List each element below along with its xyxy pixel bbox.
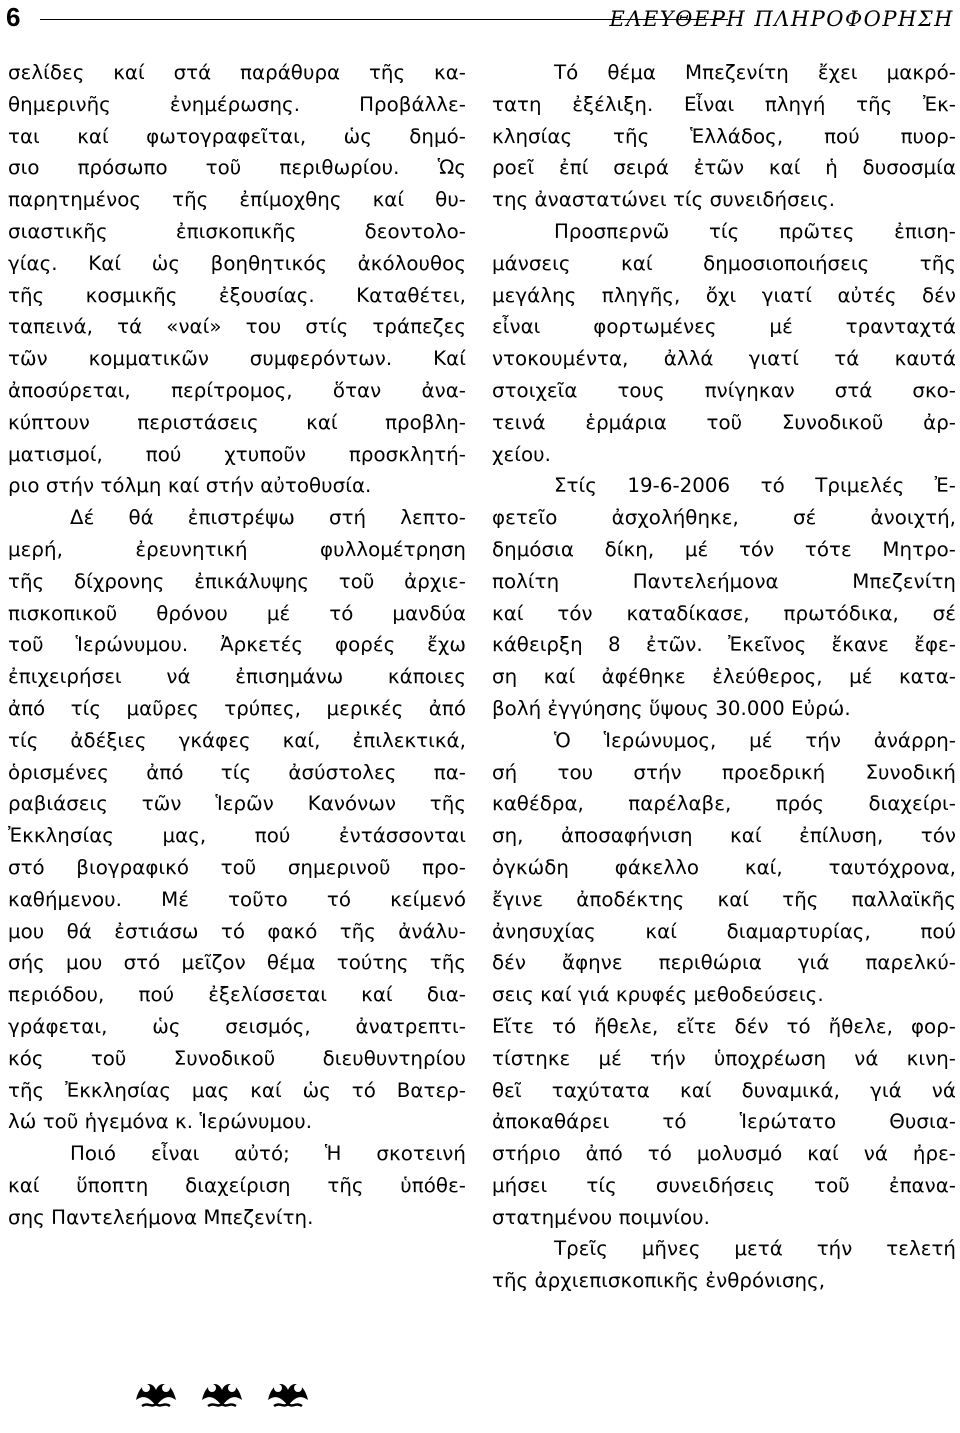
text-line: γίας. Καί ὡς βοηθητικός ἀκόλουθος: [8, 251, 466, 275]
text-line: χείου.: [492, 442, 551, 466]
text-line: ὁρισμένες ἀπό τίς ἀσύστολες πα-: [8, 760, 466, 784]
text-line: μου θά ἐστιάσω τό φακό τῆς ἀνάλυ-: [8, 919, 466, 943]
text-line: τεινά ἑρμάρια τοῦ Συνοδικοῦ ἀρ-: [492, 410, 956, 434]
text-line: παρητημένος τῆς ἐπίμοχθης καί θυ-: [8, 188, 466, 212]
text-line: ἔγινε ἀποδέκτης καί τῆς παλλαϊκῆς: [492, 887, 956, 911]
text-line: Ποιό εἶναι αὐτό; Ἡ σκοτεινή: [70, 1142, 466, 1166]
text-line: σης Παντελεήμονα Μπεζενίτη.: [8, 1205, 314, 1229]
text-line: στοιχεῖα τους πνίγηκαν στά σκο-: [492, 378, 956, 402]
text-line: στατημένου ποιμνίου.: [492, 1205, 710, 1229]
text-line: τῆς ἀρχιεπισκοπικῆς ἐνθρόνισης,: [492, 1269, 826, 1293]
text-line: μεγάλης πληγῆς, ὄχι γιατί αὐτές δέν: [492, 283, 956, 307]
page-number: 6: [6, 2, 21, 32]
text-line: τῆς δίχρονης ἐπικάλυψης τοῦ ἀρχιε-: [8, 569, 466, 593]
text-line: τατη ἐξέλιξη. Εἶναι πληγή τῆς Ἐκ-: [492, 92, 956, 116]
text-line: ση, ἀποσαφήνιση καί ἐπίλυση, τόν: [492, 824, 956, 848]
text-line: δημόσια δίκη, μέ τόν τότε Μητρο-: [492, 537, 956, 561]
text-line: τίς ἀδέξιες γκάφες καί, ἐπιλεκτικά,: [8, 728, 466, 752]
text-line: ἀπό τίς μαῦρες τρύπες, μερικές ἀπό: [8, 696, 466, 720]
text-line: πολίτη Παντελεήμονα Μπεζενίτη: [492, 569, 956, 593]
text-line: Εἴτε τό ἤθελε, εἴτε δέν τό ἤθελε, φορ-: [492, 1014, 956, 1038]
text-line: κλησίας τῆς Ἑλλάδος, πού πυορ-: [492, 124, 956, 148]
fleuron-icon: [264, 1372, 312, 1412]
text-line: στήριο ἀπό τό μολυσμό καί νά ἠρε-: [492, 1142, 956, 1166]
right-column: [492, 57, 956, 1297]
text-line: κάθειρξη 8 ἐτῶν. Ἐκεῖνος ἔκανε ἔφε-: [492, 633, 956, 657]
text-line: τίστηκε μέ τήν ὑποχρέωση νά κινη-: [492, 1046, 956, 1070]
section-end-ornament: [132, 1372, 312, 1412]
fleuron-icon: [198, 1372, 246, 1412]
text-line: φετεῖο ἀσχολήθηκε, σέ ἀνοιχτή,: [492, 506, 956, 530]
text-line: της ἀναστατώνει τίς συνειδήσεις.: [492, 188, 836, 212]
text-line: ἐπιχειρήσει νά ἐπισημάνω κάποιες: [8, 665, 466, 689]
text-line: βολή ἐγγύησης ὕψους 30.000 Εὐρώ.: [492, 696, 851, 720]
text-line: ραβιάσεις τῶν Ἱερῶν Κανόνων τῆς: [8, 792, 466, 816]
text-line: γράφεται, ὡς σεισμός, ἀνατρεπτι-: [8, 1014, 466, 1038]
text-line: Ὁ Ἱερώνυμος, μέ τήν ἀνάρρη-: [554, 728, 956, 752]
text-line: Στίς 19-6-2006 τό Τριμελές Ἐ-: [554, 474, 956, 498]
text-line: Δέ θά ἐπιστρέψω στή λεπτο-: [70, 506, 466, 530]
text-line: ντοκουμέντα, ἀλλά γιατί τά καυτά: [492, 347, 956, 371]
text-line: ση καί ἀφέθηκε ἐλεύθερος, μέ κατα-: [492, 665, 956, 689]
text-line: σιαστικῆς ἐπισκοπικῆς δεοντολο-: [8, 219, 466, 243]
text-line: τῆς κοσμικῆς ἐξουσίας. Καταθέτει,: [8, 283, 466, 307]
text-line: λώ τοῦ ἡγεμόνα κ. Ἱερώνυμου.: [8, 1110, 313, 1134]
text-line: καί ὕποπτη διαχείριση τῆς ὑπόθε-: [8, 1173, 466, 1197]
text-line: ταπεινά, τά «ναί» του στίς τράπεζες: [8, 315, 466, 339]
text-line: ὀγκώδη φάκελλο καί, ταυτόχρονα,: [492, 855, 956, 879]
text-line: καί τόν καταδίκασε, πρωτόδικα, σέ: [492, 601, 956, 625]
text-line: σελίδες καί στά παράθυρα τῆς κα-: [8, 61, 466, 84]
text-line: στό βιογραφικό τοῦ σημερινοῦ προ-: [8, 855, 466, 879]
text-line: Τό θέμα Μπεζενίτη ἔχει μακρό-: [554, 61, 956, 84]
fleuron-icon: [132, 1372, 180, 1412]
text-line: τοῦ Ἱερώνυμου. Ἀρκετές φορές ἔχω: [8, 633, 466, 657]
text-line: Ἐκκλησίας μας, πού ἐντάσσονται: [8, 824, 466, 848]
text-line: ἀποσύρεται, περίτρομος, ὅταν ἀνα-: [8, 378, 466, 402]
text-line: πισκοπικοῦ θρόνου μέ τό μανδύα: [8, 601, 466, 625]
page-header: [0, 0, 960, 40]
text-line: καθέδρα, παρέλαβε, πρός διαχείρι-: [492, 792, 956, 816]
text-line: θεῖ ταχύτατα καί δυναμικά, γιά νά: [492, 1078, 956, 1102]
text-line: καθήμενου. Μέ τοῦτο τό κείμενό: [8, 887, 466, 911]
text-line: μήσει τίς συνειδήσεις τοῦ ἐπανα-: [492, 1173, 956, 1197]
left-column: [8, 57, 466, 1233]
text-line: κός τοῦ Συνοδικοῦ διευθυντηρίου: [8, 1046, 466, 1070]
text-line: κύπτουν περιστάσεις καί προβλη-: [8, 410, 466, 434]
text-line: σής μου στό μεῖζον θέμα τούτης τῆς: [8, 951, 466, 975]
text-line: ται καί φωτογραφεῖται, ὡς δημό-: [8, 124, 466, 148]
text-line: ριο στήν τόλμη καί στήν αὐτοθυσία.: [8, 474, 372, 498]
text-line: περιόδου, πού ἐξελίσσεται καί δια-: [8, 983, 466, 1007]
text-line: ἀποκαθάρει τό Ἱερώτατο Θυσια-: [492, 1110, 956, 1134]
text-line: σή του στήν προεδρική Συνοδική: [492, 760, 956, 784]
text-line: μερή, ἐρευνητική φυλλομέτρηση: [8, 537, 466, 561]
text-line: ροεῖ ἐπί σειρά ἐτῶν καί ἡ δυσοσμία: [492, 156, 956, 180]
text-line: ἀνησυχίας καί διαμαρτυρίας, πού: [492, 919, 956, 943]
text-line: Προσπερνῶ τίς πρῶτες ἐπιση-: [554, 219, 956, 243]
text-line: εἶναι φορτωμένες μέ τρανταχτά: [492, 315, 956, 339]
text-line: μάνσεις καί δημοσιοποιήσεις τῆς: [492, 251, 956, 275]
text-line: δέν ἄφηνε περιθώρια γιά παρελκύ-: [492, 951, 956, 975]
text-line: θημερινῆς ἐνημέρωσης. Προβάλλε-: [8, 92, 466, 116]
text-line: σιο πρόσωπο τοῦ περιθωρίου. Ὡς: [8, 156, 466, 180]
text-line: σεις καί γιά κρυφές μεθοδεύσεις.: [492, 983, 824, 1007]
text-line: τῆς Ἐκκλησίας μας καί ὡς τό Βατερ-: [8, 1078, 466, 1102]
text-line: Τρεῖς μῆνες μετά τήν τελετή: [554, 1237, 956, 1261]
text-line: ματισμοί, πού χτυποῦν προσκλητή-: [8, 442, 466, 466]
running-head: ΕΛΕΥΘΕΡΗ ΠΛΗΡΟΦΟΡΗΣΗ: [609, 7, 954, 31]
text-line: τῶν κομματικῶν συμφερόντων. Καί: [8, 347, 466, 371]
